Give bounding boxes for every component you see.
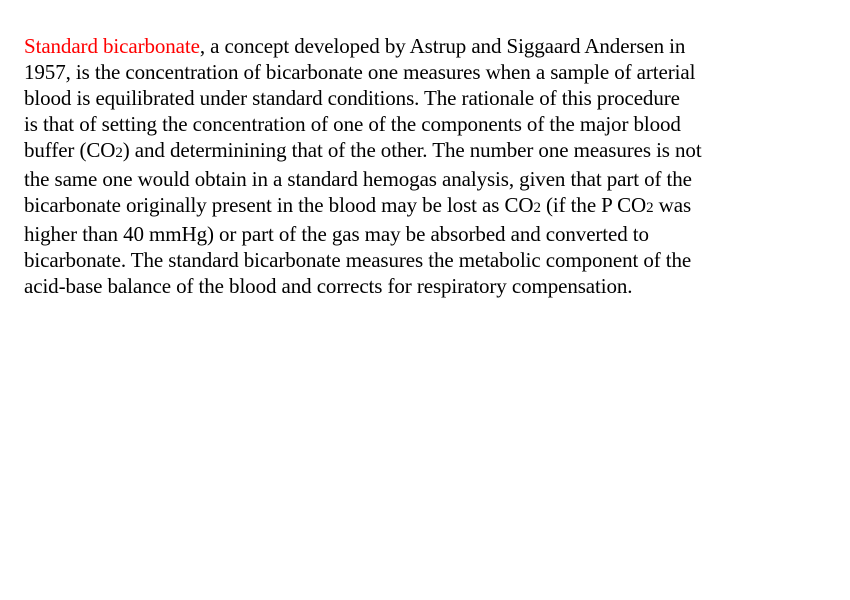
co2-subscript: 2 (533, 200, 541, 216)
paragraph-line: blood is equilibrated under standard conditions. The rationale of this procedure (24, 86, 680, 110)
co2-subscript: 2 (646, 200, 654, 216)
paragraph-text: was (653, 193, 692, 217)
paragraph-line: higher than 40 mmHg) or part of the gas may be absorbed and converted to (24, 222, 649, 246)
paragraph-line (24, 137, 824, 166)
paragraph-line: the same one would obtain in a standard hemogas analysis, given that part of the (24, 167, 692, 191)
paragraph-line (24, 33, 824, 59)
paragraph-line (24, 192, 824, 221)
paragraph-text: , a concept developed by Astrup and Siggaard Andersen in (199, 34, 686, 58)
paragraph-text: (if the P CO (540, 193, 647, 217)
paragraph-line: bicarbonate. The standard bicarbonate measures the metabolic component of the (24, 248, 692, 272)
paragraph-text: ) and determinining that of the other. The number one measures is not (122, 138, 702, 162)
paragraph-line: 1957, is the concentration of bicarbonate one measures when a sample of arterial (24, 60, 696, 84)
highlighted-term: Standard bicarbonate (24, 34, 200, 58)
definition-paragraph (24, 33, 824, 299)
paragraph-line: is that of setting the concentration of one of the components of the major blood (24, 112, 681, 136)
paragraph-text: buffer (CO (24, 138, 116, 162)
paragraph-line: acid-base balance of the blood and corrects for respiratory compensation. (24, 274, 633, 298)
co2-subscript: 2 (115, 145, 123, 161)
paragraph-text: bicarbonate originally present in the blood may be lost as CO (24, 193, 534, 217)
